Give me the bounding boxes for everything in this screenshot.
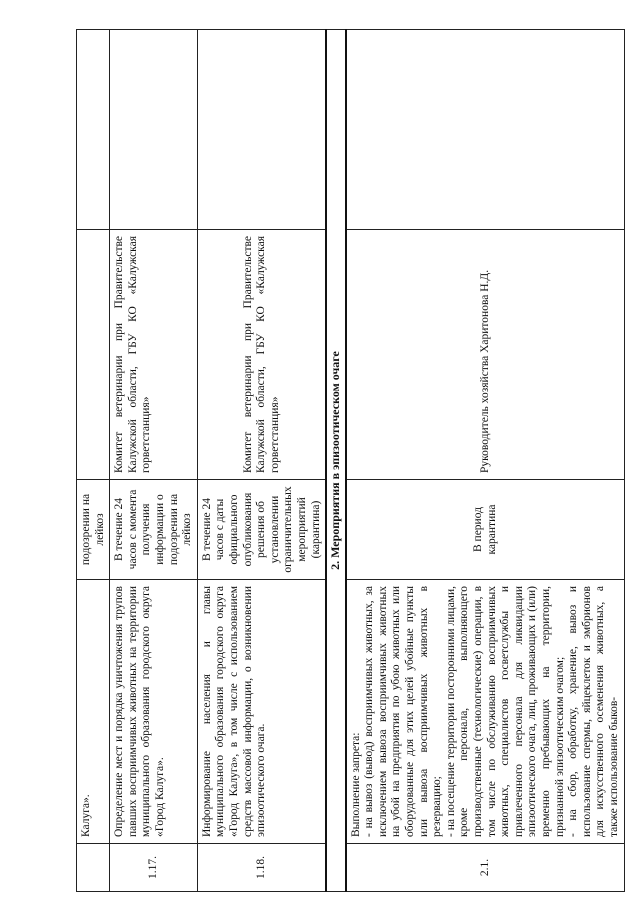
table-row: [77, 30, 110, 892]
cell-extra-empty: [346, 30, 624, 230]
cell-deadline-continued: подозрении на лейкоз: [77, 480, 110, 580]
cell-num-empty: [77, 844, 110, 892]
action-line: - на вывоз (вывод) восприимчивых животных, за исключением вывоза восприимчивых животных на убой на предприятия по убою животных или оборудованные для этих целей убойные пункты или вывоза восприимчивых животных в резервацию;: [363, 586, 444, 837]
action-line: Выполнение запрета:: [349, 732, 362, 837]
cell-extra-empty: [110, 30, 198, 230]
table-row: [346, 30, 624, 892]
deadline-text: В течение 24 часов с даты официального опубликования решения об установлении ограничительных мероприятий (карантина): [197, 480, 326, 580]
action-text: Информирование населения и главы муниципального образования городского округа «Город Калуга», в том числе с использованием средств массовой информации, о возникновении эпизоотического очага.: [197, 580, 326, 844]
row-number: 2.1.: [346, 844, 624, 892]
table-row: [110, 30, 198, 892]
plan-table: [76, 29, 625, 892]
deadline-text: В течение 24 часов с момента получения информации о подозрении на лейкоз: [110, 480, 198, 580]
responsible-text: Комитет ветеринарии при Правительстве Калужской области, ГБУ КО «Калужская горветстанция»: [197, 230, 326, 480]
action-line: - на посещение территории посторонними лицами, кроме персонала, выполняющего производственные (технологические) операции, в том числе по обслуживанию восприимчивых животных, специалистов госветслужбы и привлеченного персонала для ликвидации эпизоотического очага, лиц, проживающих и (или) временно пребывающих на территории, признанной эпизоотическим очагом;: [444, 586, 566, 837]
cell-extra-empty: [77, 30, 110, 230]
section-title: 2. Мероприятия в эпизоотическом очаге: [326, 30, 346, 892]
section-row: [326, 30, 346, 892]
rotated-document-table: [76, 30, 620, 892]
action-text: Определение мест и порядка уничтожения трупов павших восприимчивых животных на территории муниципального образования городского округа «Город Калуга».: [110, 580, 198, 844]
responsible-text: Руководитель хозяйства Харитонова Н.Д.: [346, 230, 624, 480]
row-number: 1.18.: [197, 844, 326, 892]
cell-action-continued: Калуга».: [77, 580, 110, 844]
row-number: 1.17.: [110, 844, 198, 892]
table-row: [197, 30, 326, 892]
deadline-text: В период карантина: [346, 480, 624, 580]
action-text: [346, 580, 624, 844]
cell-extra-empty: [197, 30, 326, 230]
cell-responsible-continued: [77, 230, 110, 480]
action-line: - на сбор, обработку, хранение, вывоз и использование спермы, яйцеклеток и эмбрионов для искусственного осеменения животных, а также использование быков-: [567, 586, 620, 837]
responsible-text: Комитет ветеринарии при Правительстве Калужской области, ГБУ КО «Калужская горветстанция»: [110, 230, 198, 480]
